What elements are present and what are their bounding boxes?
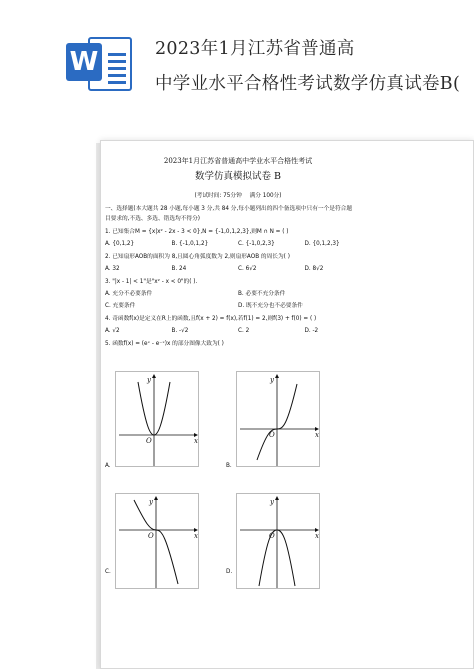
option: B. -√2 bbox=[171, 328, 189, 334]
y-axis-label: y bbox=[147, 376, 151, 384]
option: C. {-1,0,2,3} bbox=[238, 241, 275, 247]
document-body bbox=[105, 155, 371, 348]
x-axis-label: x bbox=[194, 437, 198, 445]
y-axis-label: y bbox=[270, 376, 274, 384]
graph-option-a bbox=[115, 371, 199, 467]
question-5: 5. 函数f(x) = (eˣ - e⁻ˣ)x 的部分图像大致为( ) bbox=[105, 341, 224, 347]
origin-label: O bbox=[148, 532, 154, 540]
x-axis-label: x bbox=[315, 431, 319, 439]
origin-label: O bbox=[269, 431, 275, 439]
title-line-2: 中学业水平合格性考试数学仿真试卷B( bbox=[155, 74, 461, 94]
word-logo-letter: W bbox=[66, 43, 102, 81]
option: D. 8√2 bbox=[304, 266, 324, 272]
graph-option-c bbox=[115, 493, 199, 589]
title-line-1: 2023年1月江苏省普通高 bbox=[155, 39, 355, 59]
graph-b-label: B. bbox=[226, 463, 232, 469]
question-3-options bbox=[105, 290, 371, 298]
section-instructions-2: 目要求的,不选、多选、错选均不得分) bbox=[105, 216, 201, 222]
exam-score: 满分 100分) bbox=[249, 193, 282, 199]
option: C. 充要条件 bbox=[105, 303, 136, 309]
graph-a-label: A. bbox=[105, 463, 111, 469]
option: C. 6√2 bbox=[238, 266, 257, 272]
page-title bbox=[155, 32, 474, 102]
graph-option-d bbox=[236, 493, 320, 589]
option: C. 2 bbox=[238, 328, 250, 334]
exam-subheading: 数学仿真模拟试卷 B bbox=[194, 171, 281, 182]
graph-c-label: C. bbox=[105, 569, 111, 575]
option: D. {0,1,2,3} bbox=[304, 241, 340, 247]
graph-b-svg bbox=[237, 372, 321, 468]
option: A. {0,1,2} bbox=[105, 241, 135, 247]
option: D. -2 bbox=[304, 328, 319, 334]
graph-c-svg bbox=[116, 494, 200, 590]
question-1-options bbox=[105, 240, 371, 248]
option: B. {-1,0,1,2} bbox=[171, 241, 209, 247]
option: B. 24 bbox=[171, 266, 187, 272]
question-4: 4. 奇函数f(x)是定义在R上的函数,且f(x + 2) = f(x),若f(1) = 2,则f(3) + f(0) = ( ) bbox=[105, 316, 317, 322]
option: D. 既不充分也不必要条件 bbox=[238, 303, 303, 309]
option: A. 32 bbox=[105, 266, 120, 272]
origin-label: O bbox=[146, 437, 152, 445]
question-2: 2. 已知扇形AOB的面积为 8,且圆心角弧度数为 2,则扇形AOB 的周长为( ) bbox=[105, 254, 290, 260]
exam-info bbox=[105, 192, 371, 200]
graph-d-svg bbox=[237, 494, 321, 590]
origin-label: O bbox=[269, 532, 275, 540]
question-4-options bbox=[105, 327, 371, 335]
exam-heading: 2023年1月江苏省普通高中学业水平合格性考试 bbox=[163, 157, 313, 165]
y-axis-label: y bbox=[270, 498, 274, 506]
option: B. 必要不充分条件 bbox=[238, 291, 286, 297]
graph-a-svg bbox=[116, 372, 200, 468]
document-preview[interactable] bbox=[100, 140, 474, 669]
question-3: 3. "|x - 1| < 1"是"x² - x < 0"的( ). bbox=[105, 279, 198, 285]
x-axis-label: x bbox=[315, 532, 319, 540]
graph-d-label: D. bbox=[226, 569, 233, 575]
question-1: 1. 已知集合M = {x|x² - 2x - 3 < 0},N = {-1,0,1,2,3},则M ∩ N = ( ) bbox=[105, 229, 289, 235]
y-axis-label: y bbox=[149, 498, 153, 506]
question-2-options bbox=[105, 265, 371, 273]
section-instructions-1: 一、选择题(本大题共 28 小题,每小题 3 分,共 84 分,每小题列出的四个备选项中只有一个是符合题 bbox=[105, 206, 353, 212]
exam-time: (考试时间: 75分钟 bbox=[194, 193, 242, 199]
option: A. 充分不必要条件 bbox=[105, 291, 153, 297]
graph-option-b bbox=[236, 371, 320, 467]
option: A. √2 bbox=[105, 328, 120, 334]
x-axis-label: x bbox=[194, 532, 198, 540]
word-icon bbox=[66, 33, 134, 95]
question-3-options-2 bbox=[105, 302, 371, 310]
